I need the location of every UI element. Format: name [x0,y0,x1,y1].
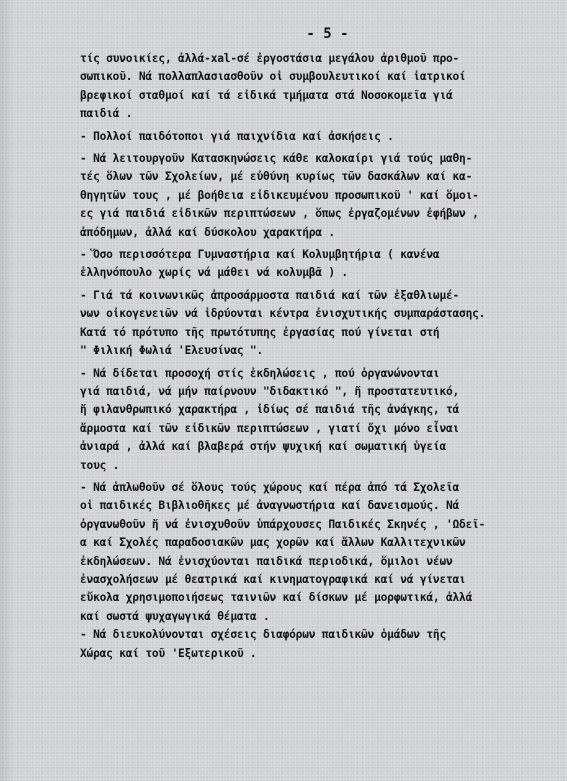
text-line: νων οἰκογενειῶν νά ἱδρύονται κέντρα ἐνισχυτικής συμπαράστασης. [80,307,486,321]
text-line: παιδιά . [80,107,133,121]
text-line: Χώρας καί τοῦ 'Εξωτερικοῦ . [80,646,257,660]
text-line: α καί Σχολές παραδοσιακῶν μας χορῶν καί ἄλλων Καλλιτεχνικῶν [80,536,466,550]
text-line: - Νά διευκολύνονται σχέσεις διαφόρων παιδικῶν ὁμάδων τῆς [80,628,446,642]
text-line: ἤ φιλανθρωπικό χαρακτήρα , ἰδίως σέ παιδιά τῆς ἀνάγκης, τά [80,403,460,417]
text-line: εὔκολα χρησιμοποιήσεως ταινιῶν καί δίσκων μέ μορφωτικά, ἀλλά [80,591,473,605]
text-line: θηγητῶν τους , μέ βοήθεια εἰδικευμένου προσωπικοῦ ' καί ὅμοι- [80,188,479,202]
text-line: " Φιλική Φωλιά 'Ελευσίνας ". [80,344,263,358]
text-line: τίς συνοικίες, ἀλλά-xal-σέ ἐργοστάσια μεγάλου ἀριθμοῦ προ- [80,52,460,65]
text-line: ἄρμοστα καί τῶν εἰδικῶν περιπτώσεων , γιατί ὄχι μόνο εἶναι [80,421,460,435]
text-line: - Γιά τά κοινωνικῶς ἀπροσάρμοστα παιδιά καί τῶν ἐξαθλιωμέ- [80,288,460,302]
text-line: γιά παιδιά, νά μήν παίρνουν "διδακτικό ", ἤ προστατευτικό, [80,384,460,398]
text-line: - Νά λειτουργοῦν Κατασκηνώσεις κάθε καλοκαίρι γιά τούς μαθη- [80,152,473,166]
text-line: τους . [80,458,120,472]
text-line: σωπικοῦ. Νά πολλαπλασιασθοῦν οἱ συμβουλευτικοί καί ἰατρικοί [80,70,466,84]
text-line: τές ὅλων τῶν Σχολείων, μέ εὐθύνη κυρίως τῶν δασκάλων καί κα- [80,170,473,184]
text-line: Κατά τό πρότυπο τῆς πρωτότυπης ἐργασίας πού γίνεται στή [80,325,440,339]
scan-edge-shadow [0,0,14,781]
text-line: ἀπόδημων, ἀλλά καί δύσκολου χαρακτήρα . [80,225,335,239]
text-line: ἐκδηλώσεων. Νά ἐνισχύονται παιδικά περιοδικά, ὅμιλοι νέων [80,554,453,568]
text-line: ες γιά παιδιά εἰδικῶν περιπτώσεων , ὅπως ἐργαζομένων ἐφήβων , [80,207,479,221]
text-line: ἀνιαρά , ἀλλά καί βλαβερά στήν ψυχική καί σωματική ὑγεία [80,440,446,454]
text-line: οἱ παιδικές Βιβλιοθῆκες μέ ἀναγνωστήρια καί δανεισμούς. Νά [80,499,460,513]
text-line: βρεφικοί σταθμοί καί τά εἰδικά τμήματα στά Νοσοκομεῖα γιά [80,88,453,102]
text-line: - Πολλοί παιδότοποι γιά παιχνίδια καί ἀσκήσεις . [80,129,394,143]
text-line: ἑλληνόπουλο χωρίς νά μάθει νά κολυμβᾶ ) . [80,266,348,280]
text-line: ἐνασχολήσεων μέ θεατρικά καί κινηματογραφικά καί νά γίνεται [80,572,466,586]
text-line: καί σωστά ψυχαγωγικά θέματα . [80,609,270,623]
text-line: - Ὅσο περισσότερα Γυμναστήρια καί Κολυμβητήρια ( κανένα [80,248,440,262]
page-number: - 5 - [306,26,349,42]
text-line: - Νά δίδεται προσοχή στίς ἐκδηλώσεις , πού ὀργανώνονται [80,366,440,380]
text-line: ὀργανωθοῦν ἤ νά ἐνισχυθοῦν ὑπάρχουσες Παιδικές Σκηνές , 'Ωδεῖ- [80,517,486,531]
text-line: - Νά ἁπλωθοῦν σέ ὅλους τούς χώρους καί πέρα ἀπό τά Σχολεῖα [80,480,460,494]
